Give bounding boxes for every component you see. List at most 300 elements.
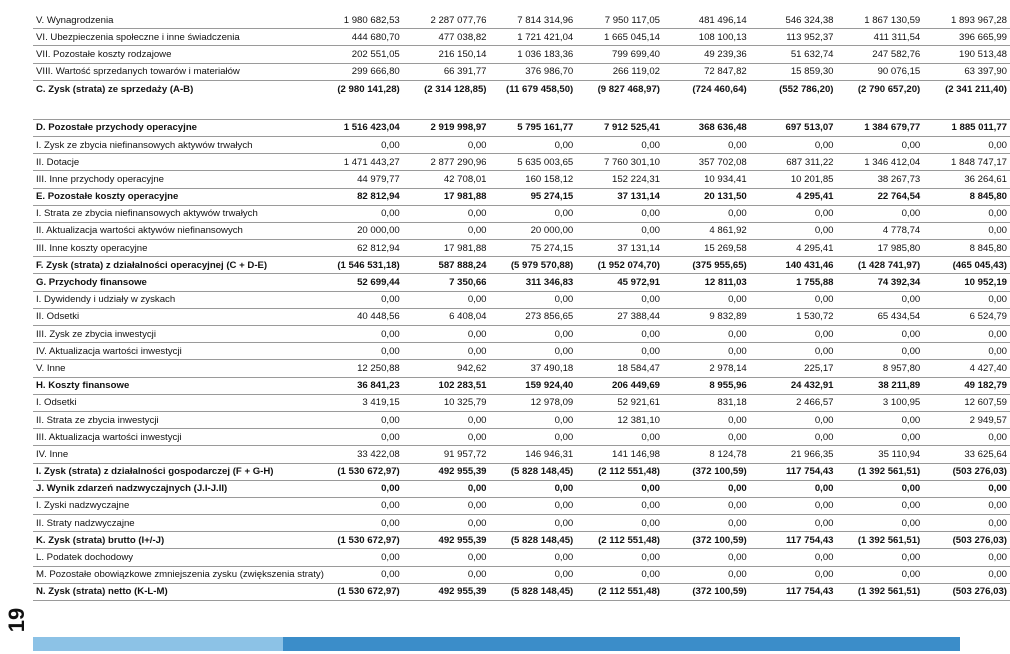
- value-cell: 0,00: [923, 480, 1010, 497]
- value-cell: 0,00: [750, 411, 837, 428]
- value-cell: 65 434,54: [837, 308, 924, 325]
- value-cell: 0,00: [316, 515, 403, 532]
- value-cell: 18 584,47: [576, 360, 663, 377]
- value-cell: 113 952,37: [750, 29, 837, 46]
- financial-table-container: [33, 12, 1007, 601]
- row-label: I. Zysk ze zbycia niefinansowych aktywów trwałych: [33, 136, 316, 153]
- value-cell: 35 110,94: [837, 446, 924, 463]
- value-cell: 0,00: [576, 515, 663, 532]
- value-cell: 0,00: [403, 566, 490, 583]
- table-row: [33, 46, 1010, 63]
- row-label: II. Odsetki: [33, 308, 316, 325]
- row-label: II. Dotacje: [33, 154, 316, 171]
- footer-bar-highlight: [33, 637, 283, 651]
- row-label: IV. Aktualizacja wartości inwestycji: [33, 343, 316, 360]
- table-row: [33, 343, 1010, 360]
- value-cell: (5 828 148,45): [490, 532, 577, 549]
- value-cell: (503 276,03): [923, 532, 1010, 549]
- value-cell: 0,00: [316, 549, 403, 566]
- value-cell: 20 131,50: [663, 188, 750, 205]
- value-cell: (724 460,64): [663, 80, 750, 119]
- value-cell: 0,00: [316, 326, 403, 343]
- value-cell: 0,00: [403, 326, 490, 343]
- value-cell: 36 264,61: [923, 171, 1010, 188]
- value-cell: 5 635 003,65: [490, 154, 577, 171]
- table-row: [33, 360, 1010, 377]
- value-cell: 492 955,39: [403, 583, 490, 600]
- value-cell: 12 250,88: [316, 360, 403, 377]
- table-row: [33, 480, 1010, 497]
- value-cell: 311 346,83: [490, 274, 577, 291]
- value-cell: 0,00: [490, 326, 577, 343]
- value-cell: 0,00: [490, 343, 577, 360]
- value-cell: 0,00: [316, 497, 403, 514]
- table-row: [33, 257, 1010, 274]
- value-cell: 0,00: [403, 136, 490, 153]
- value-cell: 0,00: [837, 291, 924, 308]
- value-cell: 17 981,88: [403, 188, 490, 205]
- value-cell: 0,00: [750, 429, 837, 446]
- value-cell: 0,00: [663, 549, 750, 566]
- value-cell: 37 490,18: [490, 360, 577, 377]
- value-cell: (1 530 672,97): [316, 463, 403, 480]
- row-label: D. Pozostałe przychody operacyjne: [33, 119, 316, 136]
- row-label: I. Odsetki: [33, 394, 316, 411]
- value-cell: (503 276,03): [923, 463, 1010, 480]
- value-cell: 10 201,85: [750, 171, 837, 188]
- table-row: [33, 12, 1010, 29]
- value-cell: 0,00: [490, 291, 577, 308]
- value-cell: 0,00: [490, 480, 577, 497]
- value-cell: 477 038,82: [403, 29, 490, 46]
- value-cell: (11 679 458,50): [490, 80, 577, 119]
- value-cell: 52 699,44: [316, 274, 403, 291]
- value-cell: 33 625,64: [923, 446, 1010, 463]
- value-cell: 10 325,79: [403, 394, 490, 411]
- value-cell: 20 000,00: [490, 222, 577, 239]
- value-cell: 10 952,19: [923, 274, 1010, 291]
- row-label: I. Strata ze zbycia niefinansowych aktywów trwałych: [33, 205, 316, 222]
- row-label: IV. Inne: [33, 446, 316, 463]
- value-cell: 481 496,14: [698, 14, 747, 26]
- value-cell: 0,00: [490, 136, 577, 153]
- table-row: [33, 136, 1010, 153]
- value-cell: 0,00: [316, 429, 403, 446]
- value-cell: 21 966,35: [750, 446, 837, 463]
- value-cell: 1 721 421,04: [490, 29, 577, 46]
- value-cell: 37 131,14: [576, 188, 663, 205]
- value-cell: 0,00: [663, 343, 750, 360]
- value-cell: (372 100,59): [663, 532, 750, 549]
- value-cell: (1 530 672,97): [316, 532, 403, 549]
- value-cell: 0,00: [750, 497, 837, 514]
- value-cell: 44 979,77: [316, 171, 403, 188]
- value-cell: 22 764,54: [837, 188, 924, 205]
- value-cell: 0,00: [923, 136, 1010, 153]
- table-row: [33, 274, 1010, 291]
- row-label: VIII. Wartość sprzedanych towarów i materiałów: [33, 63, 316, 80]
- row-label: N. Zysk (strata) netto (K-L-M): [33, 583, 316, 600]
- value-cell: 0,00: [750, 326, 837, 343]
- value-cell: 0,00: [490, 497, 577, 514]
- value-cell: (2 341 211,40): [923, 80, 1010, 119]
- value-cell: (2 112 551,48): [576, 532, 663, 549]
- value-cell: 0,00: [837, 205, 924, 222]
- value-cell: (2 314 128,85): [403, 80, 490, 119]
- value-cell: (2 112 551,48): [576, 463, 663, 480]
- table-row: [33, 240, 1010, 257]
- value-cell: 6 524,79: [923, 308, 1010, 325]
- value-cell: 0,00: [403, 497, 490, 514]
- value-cell: 0,00: [923, 343, 1010, 360]
- table-row: [33, 429, 1010, 446]
- value-cell: 42 708,01: [403, 171, 490, 188]
- value-cell: (9 827 468,97): [576, 80, 663, 119]
- table-row: [33, 532, 1010, 549]
- value-cell: 7 814 314,96: [517, 14, 574, 26]
- value-cell: 40 448,56: [316, 308, 403, 325]
- table-row: [33, 515, 1010, 532]
- value-cell: (2 112 551,48): [576, 583, 663, 600]
- value-cell: 0,00: [316, 566, 403, 583]
- value-cell: 0,00: [750, 343, 837, 360]
- value-cell: 0,00: [316, 136, 403, 153]
- value-cell: 1 848 747,17: [923, 154, 1010, 171]
- value-cell: 0,00: [923, 291, 1010, 308]
- table-row: [33, 394, 1010, 411]
- row-label: K. Zysk (strata) brutto (I+/-J): [33, 532, 316, 549]
- value-cell: (375 955,65): [663, 257, 750, 274]
- value-cell: 206 449,69: [576, 377, 663, 394]
- row-label: III. Inne koszty operacyjne: [33, 240, 316, 257]
- value-cell: 411 311,54: [837, 29, 924, 46]
- row-label: V. Wynagrodzenia: [36, 14, 114, 26]
- table-row: [33, 463, 1010, 480]
- row-label: VI. Ubezpieczenia społeczne i inne świadczenia: [33, 29, 316, 46]
- value-cell: 587 888,24: [403, 257, 490, 274]
- value-cell: 3 100,95: [837, 394, 924, 411]
- value-cell: 12 607,59: [923, 394, 1010, 411]
- value-cell: 0,00: [576, 549, 663, 566]
- table-row: [33, 119, 1010, 136]
- value-cell: 33 422,08: [316, 446, 403, 463]
- value-cell: (2 790 657,20): [837, 80, 924, 119]
- value-cell: (465 045,43): [923, 257, 1010, 274]
- value-cell: (1 428 741,97): [837, 257, 924, 274]
- row-label: I. Dywidendy i udziały w zyskach: [33, 291, 316, 308]
- value-cell: (1 392 561,51): [837, 532, 924, 549]
- table-row: [33, 291, 1010, 308]
- value-cell: 0,00: [490, 549, 577, 566]
- table-row: [33, 308, 1010, 325]
- value-cell: (5 979 570,88): [490, 257, 577, 274]
- value-cell: 160 158,12: [490, 171, 577, 188]
- value-cell: 0,00: [316, 291, 403, 308]
- value-cell: 0,00: [576, 566, 663, 583]
- value-cell: 6 408,04: [403, 308, 490, 325]
- value-cell: 117 754,43: [750, 532, 837, 549]
- value-cell: (2 980 141,28): [316, 80, 403, 119]
- value-cell: 38 211,89: [837, 377, 924, 394]
- value-cell: 942,62: [403, 360, 490, 377]
- value-cell: (1 952 074,70): [576, 257, 663, 274]
- value-cell: 0,00: [490, 205, 577, 222]
- value-cell: 0,00: [403, 549, 490, 566]
- value-cell: (5 828 148,45): [490, 463, 577, 480]
- page-number: 19: [4, 607, 29, 633]
- value-cell: 3 419,15: [316, 394, 403, 411]
- value-cell: 0,00: [316, 480, 403, 497]
- value-cell: 90 076,15: [837, 63, 924, 80]
- profit-and-loss-table: [33, 12, 1010, 601]
- value-cell: 0,00: [837, 429, 924, 446]
- value-cell: 4 861,92: [663, 222, 750, 239]
- value-cell: (503 276,03): [923, 583, 1010, 600]
- value-cell: 0,00: [750, 291, 837, 308]
- value-cell: 1 516 423,04: [316, 119, 403, 136]
- value-cell: 38 267,73: [837, 171, 924, 188]
- value-cell: 2 877 290,96: [403, 154, 490, 171]
- row-label: I. Zysk (strata) z działalności gospodarczej (F + G-H): [33, 463, 316, 480]
- value-cell: 1 665 045,14: [576, 29, 663, 46]
- value-cell: 4 778,74: [837, 222, 924, 239]
- table-row: [33, 326, 1010, 343]
- row-label: III. Aktualizacja wartości inwestycji: [33, 429, 316, 446]
- value-cell: 7 912 525,41: [576, 119, 663, 136]
- value-cell: 0,00: [663, 411, 750, 428]
- value-cell: 1 893 967,28: [950, 14, 1007, 26]
- value-cell: 12 978,09: [490, 394, 577, 411]
- value-cell: 0,00: [576, 343, 663, 360]
- value-cell: 15 269,58: [663, 240, 750, 257]
- value-cell: 0,00: [403, 222, 490, 239]
- value-cell: (1 392 561,51): [837, 583, 924, 600]
- value-cell: 20 000,00: [316, 222, 403, 239]
- value-cell: 0,00: [663, 497, 750, 514]
- value-cell: (1 546 531,18): [316, 257, 403, 274]
- table-row: [33, 63, 1010, 80]
- value-cell: 0,00: [923, 497, 1010, 514]
- value-cell: 0,00: [490, 429, 577, 446]
- value-cell: 2 978,14: [663, 360, 750, 377]
- row-label: F. Zysk (strata) z działalności operacyjnej (C + D-E): [33, 257, 316, 274]
- value-cell: 0,00: [576, 222, 663, 239]
- value-cell: 1 036 183,36: [490, 46, 577, 63]
- value-cell: 8 845,80: [923, 240, 1010, 257]
- table-row: [33, 222, 1010, 239]
- table-row: [33, 171, 1010, 188]
- value-cell: 0,00: [403, 205, 490, 222]
- value-cell: 1 384 679,77: [837, 119, 924, 136]
- row-label: III. Zysk ze zbycia inwestycji: [33, 326, 316, 343]
- value-cell: 190 513,48: [923, 46, 1010, 63]
- row-label: II. Strata ze zbycia inwestycji: [33, 411, 316, 428]
- table-row: [33, 377, 1010, 394]
- value-cell: 66 391,77: [403, 63, 490, 80]
- value-cell: 0,00: [663, 136, 750, 153]
- row-label: C. Zysk (strata) ze sprzedaży (A-B): [33, 80, 316, 119]
- value-cell: 5 795 161,77: [490, 119, 577, 136]
- value-cell: 0,00: [576, 480, 663, 497]
- value-cell: 62 812,94: [316, 240, 403, 257]
- value-cell: 2 949,57: [923, 411, 1010, 428]
- value-cell: 0,00: [923, 429, 1010, 446]
- value-cell: 8 955,96: [663, 377, 750, 394]
- value-cell: 24 432,91: [750, 377, 837, 394]
- row-label: III. Inne przychody operacyjne: [33, 171, 316, 188]
- value-cell: 0,00: [750, 549, 837, 566]
- value-cell: 0,00: [663, 205, 750, 222]
- value-cell: 7 350,66: [403, 274, 490, 291]
- value-cell: 1 755,88: [750, 274, 837, 291]
- value-cell: 687 311,22: [750, 154, 837, 171]
- value-cell: 357 702,08: [663, 154, 750, 171]
- table-row: [33, 411, 1010, 428]
- value-cell: 0,00: [663, 429, 750, 446]
- value-cell: 117 754,43: [750, 463, 837, 480]
- value-cell: 17 981,88: [403, 240, 490, 257]
- value-cell: 396 665,99: [923, 29, 1010, 46]
- table-row: [33, 583, 1010, 600]
- table-row: [33, 566, 1010, 583]
- value-cell: 0,00: [750, 136, 837, 153]
- table-row: [33, 80, 1010, 119]
- value-cell: (5 828 148,45): [490, 583, 577, 600]
- value-cell: 1 867 130,59: [864, 14, 921, 26]
- value-cell: 8 957,80: [837, 360, 924, 377]
- value-cell: 102 283,51: [403, 377, 490, 394]
- value-cell: 492 955,39: [403, 463, 490, 480]
- value-cell: (552 786,20): [750, 80, 837, 119]
- value-cell: 8 124,78: [663, 446, 750, 463]
- value-cell: 4 295,41: [750, 188, 837, 205]
- value-cell: 0,00: [837, 480, 924, 497]
- value-cell: 0,00: [576, 429, 663, 446]
- value-cell: 141 146,98: [576, 446, 663, 463]
- value-cell: 0,00: [663, 326, 750, 343]
- value-cell: 202 551,05: [316, 46, 403, 63]
- value-cell: 0,00: [663, 291, 750, 308]
- value-cell: 12 381,10: [576, 411, 663, 428]
- value-cell: 17 985,80: [837, 240, 924, 257]
- value-cell: 45 972,91: [576, 274, 663, 291]
- value-cell: 0,00: [663, 566, 750, 583]
- value-cell: 140 431,46: [750, 257, 837, 274]
- value-cell: (372 100,59): [663, 463, 750, 480]
- row-label: E. Pozostałe koszty operacyjne: [33, 188, 316, 205]
- value-cell: 108 100,13: [663, 29, 750, 46]
- row-label: VII. Pozostałe koszty rodzajowe: [33, 46, 316, 63]
- value-cell: 0,00: [403, 291, 490, 308]
- value-cell: 12 811,03: [663, 274, 750, 291]
- value-cell: 831,18: [663, 394, 750, 411]
- value-cell: 0,00: [837, 343, 924, 360]
- value-cell: 1 346 412,04: [837, 154, 924, 171]
- value-cell: 0,00: [490, 515, 577, 532]
- value-cell: 0,00: [750, 222, 837, 239]
- value-cell: 444 680,70: [316, 29, 403, 46]
- value-cell: 1 885 011,77: [923, 119, 1010, 136]
- value-cell: 49 239,36: [663, 46, 750, 63]
- value-cell: 0,00: [837, 136, 924, 153]
- value-cell: 9 832,89: [663, 308, 750, 325]
- value-cell: 7 950 117,05: [604, 14, 660, 26]
- table-body: [33, 12, 1010, 601]
- table-row: [33, 205, 1010, 222]
- table-row: [33, 497, 1010, 514]
- table-row: [33, 154, 1010, 171]
- value-cell: 225,17: [750, 360, 837, 377]
- value-cell: 74 392,34: [837, 274, 924, 291]
- row-label: V. Inne: [33, 360, 316, 377]
- value-cell: 2 466,57: [750, 394, 837, 411]
- value-cell: 51 632,74: [750, 46, 837, 63]
- value-cell: 0,00: [403, 411, 490, 428]
- value-cell: 146 946,31: [490, 446, 577, 463]
- value-cell: 7 760 301,10: [576, 154, 663, 171]
- value-cell: 117 754,43: [750, 583, 837, 600]
- value-cell: 52 921,61: [576, 394, 663, 411]
- value-cell: 82 812,94: [316, 188, 403, 205]
- value-cell: (372 100,59): [663, 583, 750, 600]
- row-label: M. Pozostałe obowiązkowe zmniejszenia zysku (zwiększenia straty): [33, 566, 316, 583]
- value-cell: 0,00: [576, 497, 663, 514]
- value-cell: 546 324,38: [785, 14, 834, 26]
- value-cell: 0,00: [576, 326, 663, 343]
- value-cell: 4 295,41: [750, 240, 837, 257]
- value-cell: 27 388,44: [576, 308, 663, 325]
- value-cell: 376 986,70: [490, 63, 577, 80]
- value-cell: 37 131,14: [576, 240, 663, 257]
- value-cell: 0,00: [750, 205, 837, 222]
- value-cell: (1 392 561,51): [837, 463, 924, 480]
- value-cell: 0,00: [837, 326, 924, 343]
- value-cell: 0,00: [923, 205, 1010, 222]
- value-cell: 0,00: [663, 515, 750, 532]
- value-cell: 0,00: [750, 515, 837, 532]
- value-cell: 0,00: [923, 549, 1010, 566]
- row-label: L. Podatek dochodowy: [33, 549, 316, 566]
- value-cell: 0,00: [316, 343, 403, 360]
- value-cell: 273 856,65: [490, 308, 577, 325]
- value-cell: 0,00: [663, 480, 750, 497]
- value-cell: (1 530 672,97): [316, 583, 403, 600]
- value-cell: 0,00: [403, 429, 490, 446]
- value-cell: 4 427,40: [923, 360, 1010, 377]
- value-cell: 95 274,15: [490, 188, 577, 205]
- value-cell: 36 841,23: [316, 377, 403, 394]
- value-cell: 159 924,40: [490, 377, 577, 394]
- value-cell: 0,00: [403, 343, 490, 360]
- value-cell: 91 957,72: [403, 446, 490, 463]
- value-cell: 1 471 443,27: [316, 154, 403, 171]
- value-cell: 0,00: [576, 205, 663, 222]
- value-cell: 2 919 998,97: [403, 119, 490, 136]
- table-row: [33, 29, 1010, 46]
- table-row: [33, 446, 1010, 463]
- value-cell: 697 513,07: [750, 119, 837, 136]
- value-cell: 0,00: [923, 222, 1010, 239]
- value-cell: 0,00: [490, 411, 577, 428]
- value-cell: 799 699,40: [576, 46, 663, 63]
- value-cell: 266 119,02: [576, 63, 663, 80]
- value-cell: 0,00: [837, 515, 924, 532]
- value-cell: 2 287 077,76: [430, 14, 487, 26]
- value-cell: 1 980 682,53: [343, 14, 400, 26]
- value-cell: 0,00: [316, 411, 403, 428]
- value-cell: 0,00: [403, 480, 490, 497]
- value-cell: 0,00: [490, 566, 577, 583]
